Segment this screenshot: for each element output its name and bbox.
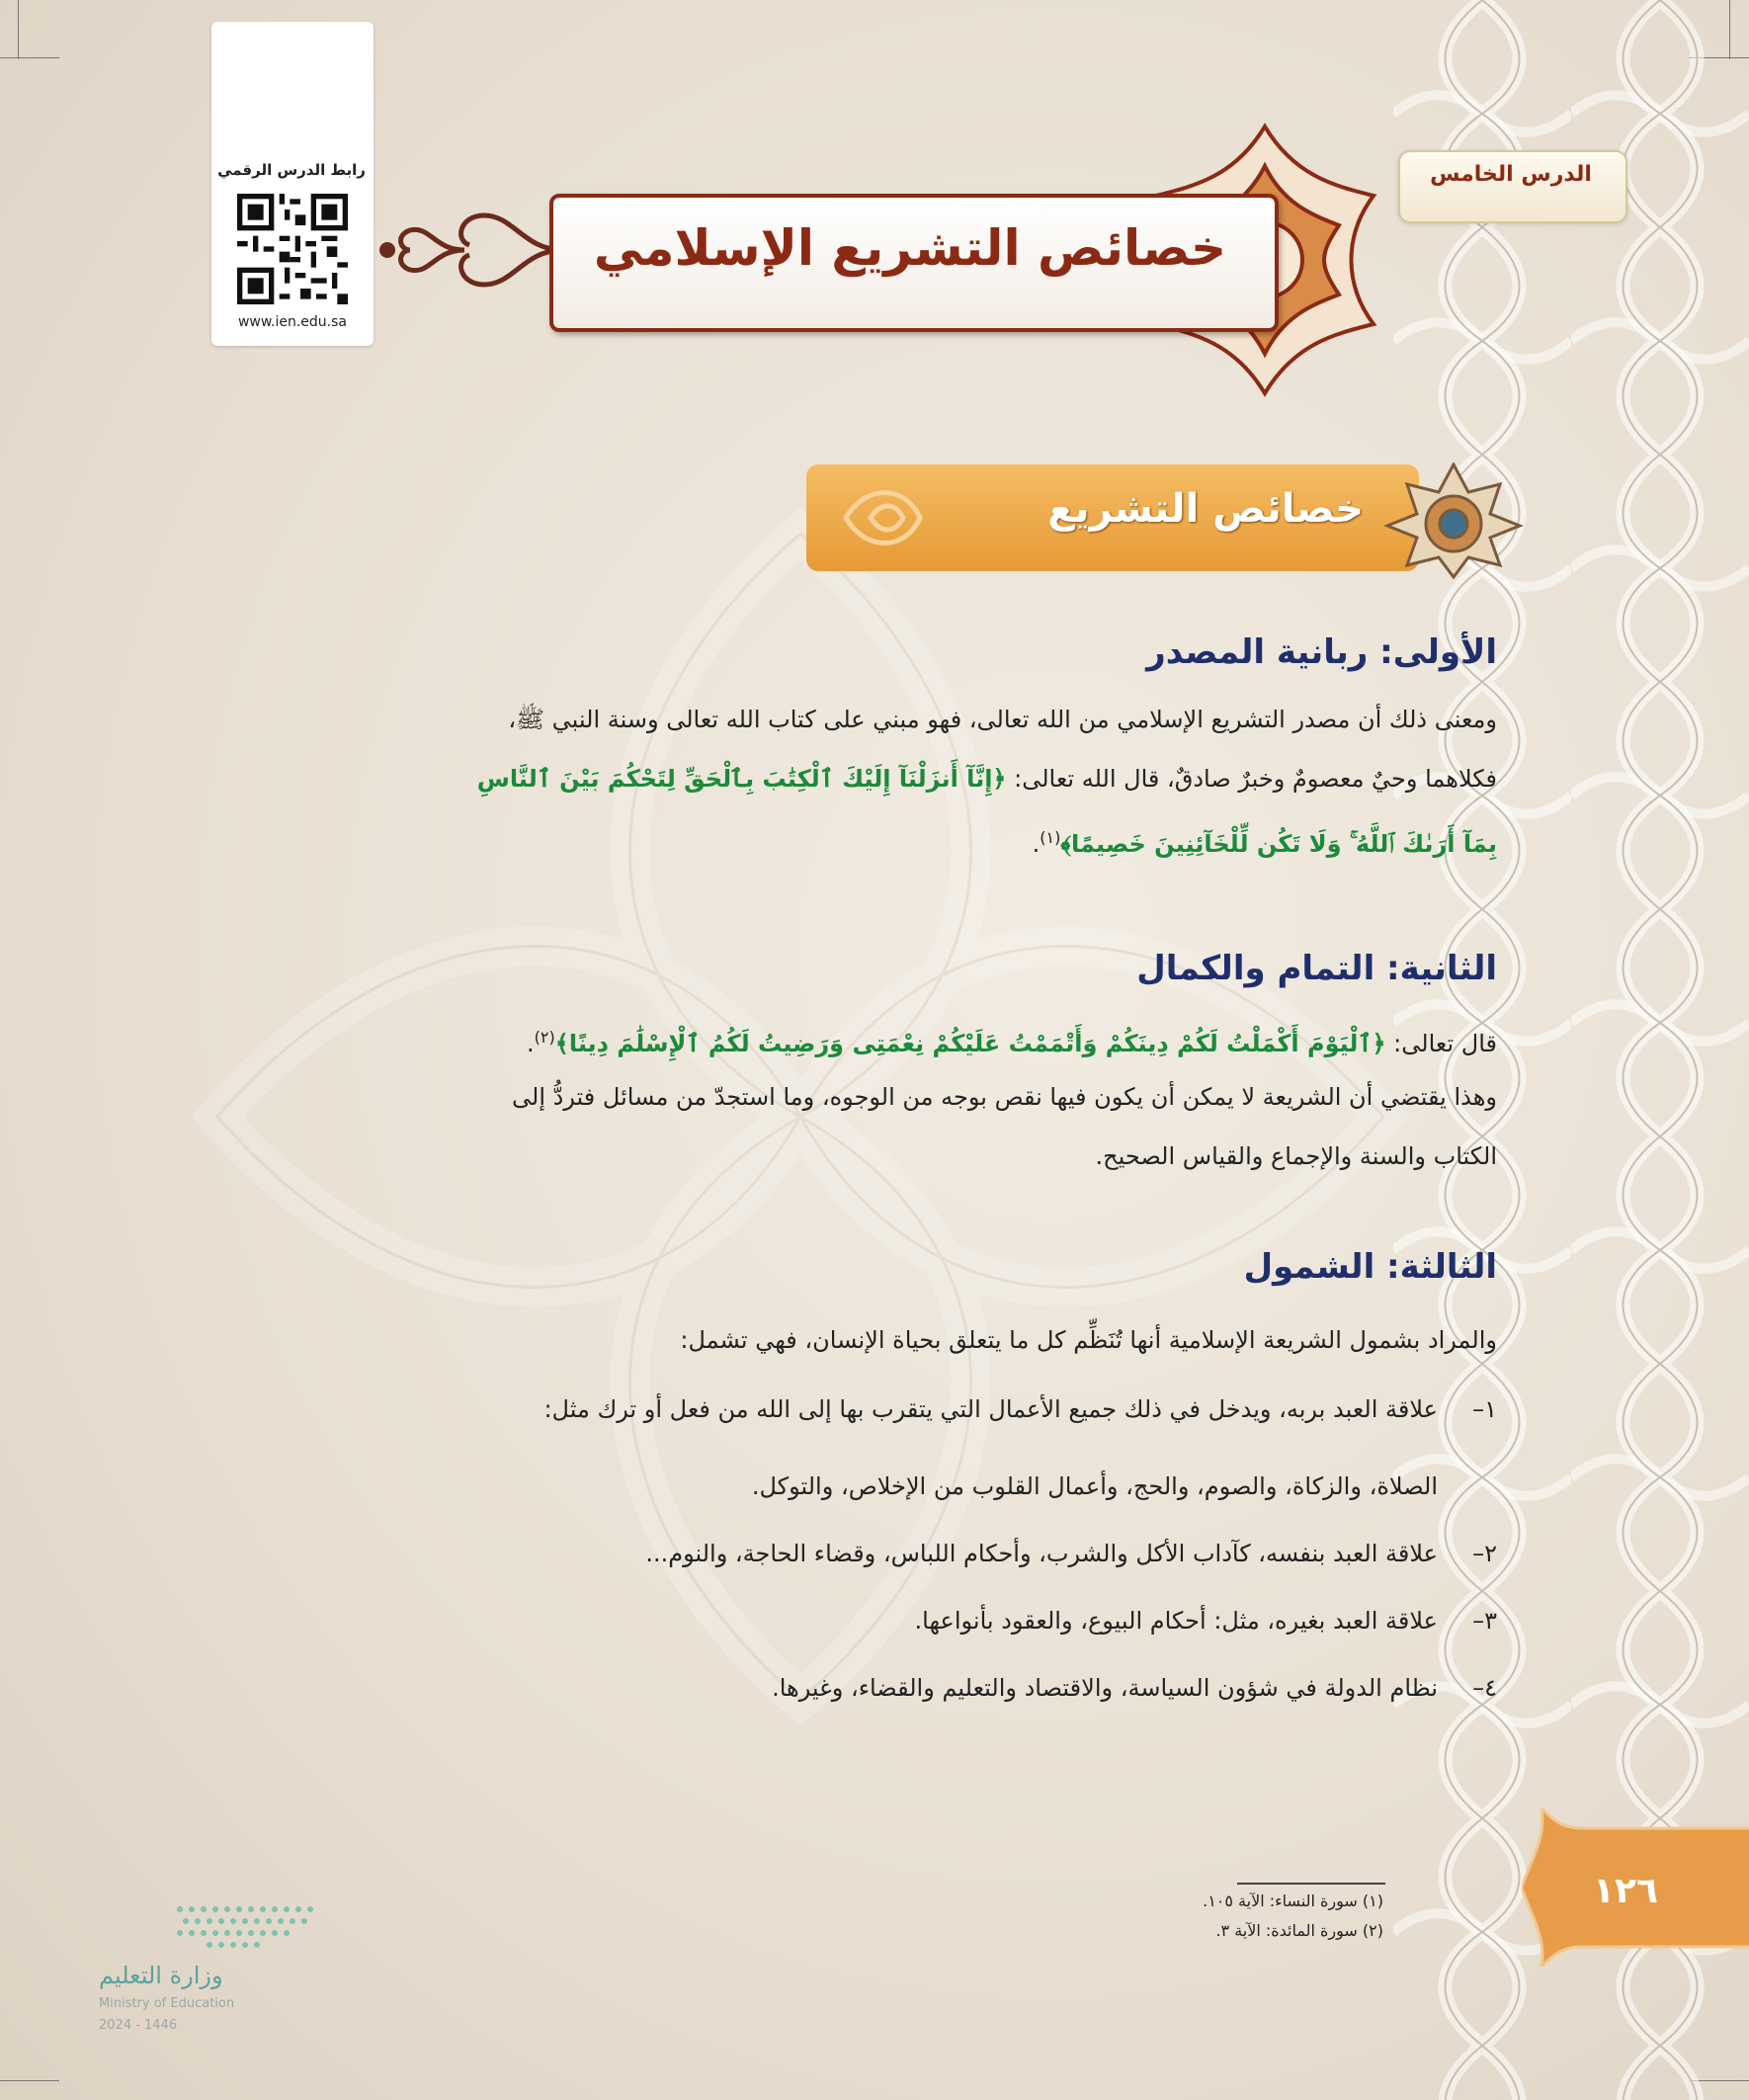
list-item-number: ٢– — [1472, 1540, 1497, 1567]
section-title: خصائص التشريع — [1047, 486, 1364, 532]
s2-line1-end: . — [527, 1030, 535, 1057]
footnote-2: (٢) سورة المائدة: الآية ٣. — [1215, 1921, 1383, 1940]
footnote-ref-1[interactable]: (١) — [1040, 828, 1061, 847]
s1-quran-verse-b: بِمَآ أَرَىٰكَ ٱللَّهُ ۚ وَلَا تَكُن لِّلْخَآئِنِينَ خَصِيمًا﴾ — [1060, 830, 1497, 858]
s1-line3 — [1033, 810, 1497, 872]
ministry-name-en: Ministry of Education — [99, 1996, 235, 2011]
footnote-divider — [1237, 1883, 1385, 1885]
s2-line1-text: قال تعالى: — [1385, 1030, 1497, 1057]
list-item-text: علاقة العبد بنفسه، كآداب الأكل والشرب، وأحكام اللباس، وقضاء الحاجة، والنوم... — [645, 1540, 1438, 1567]
page-number: ١٢٦ — [1593, 1871, 1658, 1911]
ministry-logo-icon — [170, 1899, 328, 1957]
list-item — [915, 1607, 1498, 1635]
footnote-ref-2[interactable]: (٢) — [534, 1028, 555, 1047]
list-item — [772, 1674, 1497, 1702]
ministry-name-ar: وزارة التعليم — [99, 1962, 223, 1989]
list-item-text: علاقة العبد بربه، ويدخل في ذلك جميع الأعمال التي يتقرب بها إلى الله من فعل أو ترك مثل: — [543, 1395, 1438, 1423]
s1-line1: ومعنى ذلك أن مصدر التشريع الإسلامي من الله تعالى، فهو مبني على كتاب الله تعالى وسنة النبي ﷺ، — [508, 706, 1497, 733]
star-rosette-icon — [1383, 462, 1524, 579]
qr-url[interactable]: www.ien.edu.sa — [237, 314, 348, 330]
arabesque-icon — [826, 464, 945, 571]
s1-line3-end: . — [1032, 830, 1041, 858]
heading-second-feature: الثانية: التمام والكمال — [1136, 949, 1497, 988]
crop-mark — [18, 0, 19, 59]
heading-first-feature: الأولى: ربانية المصدر — [1146, 632, 1497, 672]
scroll-ornament-icon — [375, 196, 563, 304]
list-item — [645, 1540, 1497, 1567]
qr-code-icon[interactable] — [237, 194, 348, 304]
s2-quran-verse: ﴿ٱلْيَوْمَ أَكْمَلْتُ لَكُمْ دِينَكُمْ وَأَتْمَمْتُ عَلَيْكُمْ نِعْمَتِى وَرَضِيتُ لَكُمُ ٱلْإِسْلَٰمَ دِينًا﴾ — [554, 1030, 1386, 1057]
lesson-tag-label: الدرس الخامس — [1430, 162, 1592, 187]
s1-line2 — [477, 751, 1497, 806]
footnote-1: (١) سورة النساء: الآية ١٠٥. — [1203, 1891, 1383, 1910]
list-item-number: ٣– — [1472, 1607, 1497, 1635]
s2-line1 — [527, 1010, 1497, 1071]
list-item-continuation: الصلاة، والزكاة، والصوم، والحج، وأعمال القلوب من الإخلاص، والتوكل. — [751, 1472, 1438, 1500]
list-item-text: علاقة العبد بغيره، مثل: أحكام البيوع، والعقود بأنواعها. — [914, 1607, 1438, 1635]
crop-mark — [0, 2080, 59, 2081]
s2-line3: الكتاب والسنة والإجماع والقياس الصحيح. — [1095, 1142, 1497, 1170]
list-item-number: ١– — [1472, 1395, 1497, 1423]
crop-mark — [0, 57, 59, 58]
s2-line2: وهذا يقتضي أن الشريعة لا يمكن أن يكون فيها نقص بوجه من الوجوه، وما استجدّ من مسائل فتردُّ إلى — [512, 1083, 1497, 1111]
list-item-text: نظام الدولة في شؤون السياسة، والاقتصاد والتعليم والقضاء، وغيرها. — [772, 1674, 1438, 1702]
s1-line2-text: فكلاهما وحيٌ معصومٌ وخبرٌ صادقٌ، قال الله تعالى: — [1006, 765, 1497, 793]
list-item — [543, 1395, 1497, 1423]
heading-third-feature: الثالثة: الشمول — [1243, 1247, 1497, 1287]
qr-label: رابط الدرس الرقمي — [217, 161, 366, 179]
list-item-number: ٤– — [1472, 1674, 1497, 1702]
ministry-year: 2024 - 1446 — [99, 2018, 178, 2033]
s1-quran-verse-a: ﴿إِنَّآ أَنزَلْنَآ إِلَيْكَ ٱلْكِتَٰبَ بِٱلْحَقِّ لِتَحْكُمَ بَيْنَ ٱلنَّاسِ — [476, 765, 1007, 793]
s3-intro: والمراد بشمول الشريعة الإسلامية أنها تُنَظِّم كل ما يتعلق بحياة الإنسان، فهي تشمل: — [680, 1326, 1497, 1354]
lesson-title: خصائص التشريع الإسلامي — [593, 219, 1227, 277]
